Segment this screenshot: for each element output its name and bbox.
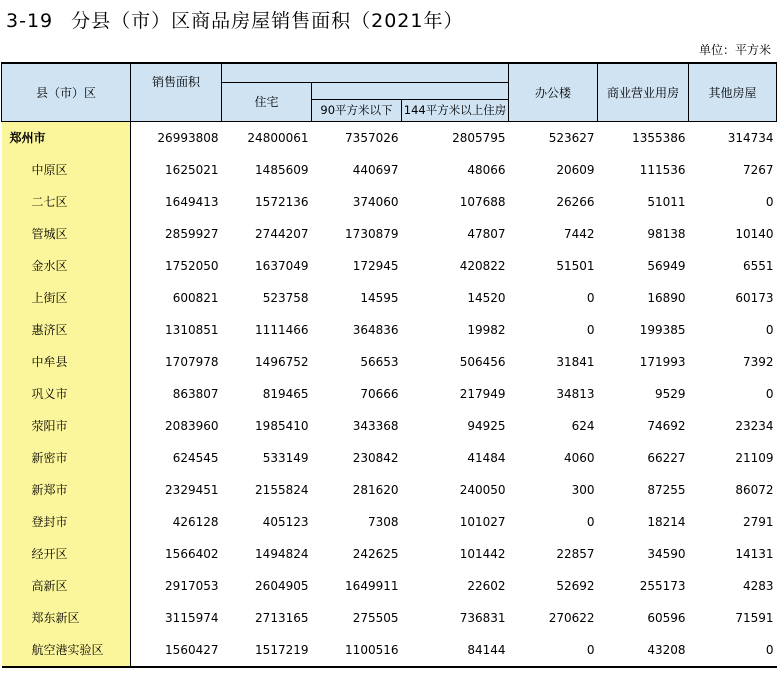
table-cell: 21109 bbox=[735, 450, 774, 465]
header-residential-spacer bbox=[312, 82, 509, 99]
table-cell: 7357026 bbox=[345, 130, 399, 145]
table-cell: 426128 bbox=[172, 514, 219, 529]
table-cell: 1985410 bbox=[255, 418, 309, 433]
region-name: 新郑市 bbox=[2, 474, 131, 506]
table-cell: 736831 bbox=[459, 610, 506, 625]
header-total-spacer bbox=[131, 99, 222, 121]
table-cell: 0 bbox=[586, 290, 595, 305]
region-name: 管城区 bbox=[2, 218, 131, 250]
table-cell: 60173 bbox=[735, 290, 774, 305]
table-cell: 111536 bbox=[639, 162, 686, 177]
table-cell: 281620 bbox=[352, 482, 399, 497]
table-cell: 343368 bbox=[352, 418, 399, 433]
table-row bbox=[2, 634, 777, 667]
table-number: 3-19 bbox=[6, 10, 54, 32]
region-name: 巩义市 bbox=[2, 378, 131, 410]
table-row bbox=[2, 442, 777, 474]
table-cell: 98138 bbox=[647, 226, 686, 241]
header-commercial: 商业营业用房 bbox=[598, 63, 689, 121]
table-cell: 2805795 bbox=[452, 130, 506, 145]
table-cell: 7267 bbox=[742, 162, 774, 177]
table-cell: 0 bbox=[765, 322, 774, 337]
table-cell: 255173 bbox=[639, 578, 686, 593]
table-cell: 0 bbox=[586, 514, 595, 529]
table-cell: 18214 bbox=[647, 514, 686, 529]
table-cell: 374060 bbox=[352, 194, 399, 209]
table-cell: 440697 bbox=[352, 162, 399, 177]
table-cell: 270622 bbox=[548, 610, 595, 625]
table-cell: 1637049 bbox=[255, 258, 309, 273]
table-cell: 1566402 bbox=[165, 546, 219, 561]
table-cell: 14595 bbox=[360, 290, 399, 305]
table-cell: 71591 bbox=[735, 610, 774, 625]
table-cell: 31841 bbox=[556, 354, 595, 369]
table-cell: 2155824 bbox=[255, 482, 309, 497]
header-over-144: 144平方米以上住房 bbox=[402, 99, 509, 121]
table-cell: 172945 bbox=[352, 258, 399, 273]
table-cell: 0 bbox=[509, 634, 598, 667]
table-cell: 94925 bbox=[467, 418, 506, 433]
table-cell: 2604905 bbox=[255, 578, 309, 593]
table-cell: 60596 bbox=[647, 610, 686, 625]
table-cell: 420822 bbox=[459, 258, 506, 273]
table-cell: 506456 bbox=[459, 354, 506, 369]
table-row bbox=[2, 506, 777, 538]
table-cell: 6551 bbox=[742, 258, 774, 273]
table-cell: 3115974 bbox=[165, 610, 219, 625]
table-cell: 819465 bbox=[262, 386, 309, 401]
table-row bbox=[2, 378, 777, 410]
table-row bbox=[2, 218, 777, 250]
table-cell: 624545 bbox=[172, 450, 219, 465]
table-cell: 2791 bbox=[742, 514, 774, 529]
sales-area-table bbox=[1, 62, 777, 668]
header-other: 其他房屋 bbox=[689, 63, 777, 121]
table-cell: 199385 bbox=[639, 322, 686, 337]
table-cell: 0 bbox=[586, 322, 595, 337]
table-cell: 1707978 bbox=[165, 354, 219, 369]
table-cell: 0 bbox=[765, 386, 774, 401]
table-cell: 74692 bbox=[647, 418, 686, 433]
table-cell: 0 bbox=[765, 194, 774, 209]
region-name: 经开区 bbox=[2, 538, 131, 570]
region-name: 郑州市 bbox=[2, 121, 131, 154]
table-row bbox=[2, 602, 777, 634]
region-name: 二七区 bbox=[2, 186, 131, 218]
table-cell: 107688 bbox=[459, 194, 506, 209]
table-cell: 7442 bbox=[563, 226, 595, 241]
header-office: 办公楼 bbox=[509, 63, 598, 121]
table-cell: 1649911 bbox=[345, 578, 399, 593]
table-cell: 84144 bbox=[402, 634, 509, 667]
table-cell: 70666 bbox=[360, 386, 399, 401]
table-cell: 171993 bbox=[639, 354, 686, 369]
table-cell: 523758 bbox=[262, 290, 309, 305]
table-cell: 48066 bbox=[467, 162, 506, 177]
table-cell: 43208 bbox=[598, 634, 689, 667]
region-name: 高新区 bbox=[2, 570, 131, 602]
table-cell: 9529 bbox=[654, 386, 686, 401]
table-cell: 217949 bbox=[459, 386, 506, 401]
table-cell: 624 bbox=[571, 418, 595, 433]
table-cell: 51011 bbox=[647, 194, 686, 209]
table-cell: 2859927 bbox=[165, 226, 219, 241]
table-cell: 56949 bbox=[647, 258, 686, 273]
region-name: 金水区 bbox=[2, 250, 131, 282]
region-name: 中牟县 bbox=[2, 346, 131, 378]
table-cell: 2083960 bbox=[165, 418, 219, 433]
table-cell: 2744207 bbox=[255, 226, 309, 241]
table-cell: 22602 bbox=[467, 578, 506, 593]
table-cell: 1355386 bbox=[632, 130, 686, 145]
table-cell: 47807 bbox=[467, 226, 506, 241]
table-cell: 1560427 bbox=[131, 634, 222, 667]
table-row bbox=[2, 186, 777, 218]
table-cell: 14520 bbox=[467, 290, 506, 305]
table-cell: 22857 bbox=[556, 546, 595, 561]
region-name: 郑东新区 bbox=[2, 602, 131, 634]
table-row bbox=[2, 282, 777, 314]
table-cell: 1572136 bbox=[255, 194, 309, 209]
table-row bbox=[2, 538, 777, 570]
table-cell: 34590 bbox=[647, 546, 686, 561]
table-cell: 101027 bbox=[459, 514, 506, 529]
table-cell: 87255 bbox=[647, 482, 686, 497]
table-cell: 1111466 bbox=[255, 322, 309, 337]
table-cell: 2329451 bbox=[165, 482, 219, 497]
table-cell: 1625021 bbox=[165, 162, 219, 177]
table-cell: 863807 bbox=[172, 386, 219, 401]
table-cell: 1752050 bbox=[165, 258, 219, 273]
table-row bbox=[2, 154, 777, 186]
table-cell: 1649413 bbox=[165, 194, 219, 209]
table-cell: 523627 bbox=[548, 130, 595, 145]
table-cell: 56653 bbox=[360, 354, 399, 369]
table-cell: 1517219 bbox=[222, 634, 312, 667]
header-total: 销售面积 bbox=[131, 63, 222, 99]
table-cell: 86072 bbox=[735, 482, 774, 497]
region-name: 航空港实验区 bbox=[2, 634, 131, 667]
table-title-text: 分县（市）区商品房屋销售面积（2021年） bbox=[71, 10, 464, 32]
table-cell: 1310851 bbox=[165, 322, 219, 337]
table-cell: 533149 bbox=[262, 450, 309, 465]
table-cell: 242625 bbox=[352, 546, 399, 561]
table-row bbox=[2, 314, 777, 346]
table-cell: 405123 bbox=[262, 514, 309, 529]
table-cell: 230842 bbox=[352, 450, 399, 465]
table-row bbox=[2, 121, 777, 154]
header-residential-group-top bbox=[222, 63, 509, 82]
region-name: 登封市 bbox=[2, 506, 131, 538]
table-cell: 7308 bbox=[367, 514, 399, 529]
header-region: 县（市）区 bbox=[2, 63, 131, 121]
table-cell: 26266 bbox=[556, 194, 595, 209]
table-cell: 0 bbox=[689, 634, 777, 667]
region-name: 中原区 bbox=[2, 154, 131, 186]
table-cell: 600821 bbox=[172, 290, 219, 305]
header-under-90: 90平方米以下 bbox=[312, 99, 402, 121]
table-row bbox=[2, 570, 777, 602]
table-cell: 364836 bbox=[352, 322, 399, 337]
table-cell: 14131 bbox=[735, 546, 774, 561]
table-cell: 1730879 bbox=[345, 226, 399, 241]
table-row bbox=[2, 474, 777, 506]
table-row bbox=[2, 410, 777, 442]
region-name: 荥阳市 bbox=[2, 410, 131, 442]
table-title bbox=[6, 6, 463, 33]
table-cell: 2713165 bbox=[255, 610, 309, 625]
region-name: 上街区 bbox=[2, 282, 131, 314]
region-name: 惠济区 bbox=[2, 314, 131, 346]
unit-label: 单位：平方米 bbox=[698, 43, 771, 57]
table-cell: 4060 bbox=[563, 450, 595, 465]
table-cell: 240050 bbox=[459, 482, 506, 497]
table-cell: 51501 bbox=[556, 258, 595, 273]
table-cell: 1485609 bbox=[255, 162, 309, 177]
table-row bbox=[2, 346, 777, 378]
table-cell: 34813 bbox=[556, 386, 595, 401]
table-cell: 7392 bbox=[742, 354, 774, 369]
table-cell: 1494824 bbox=[255, 546, 309, 561]
table-cell: 41484 bbox=[467, 450, 506, 465]
table-row bbox=[2, 250, 777, 282]
table-cell: 314734 bbox=[727, 130, 774, 145]
table-cell: 10140 bbox=[735, 226, 774, 241]
region-name: 新密市 bbox=[2, 442, 131, 474]
table-cell: 26993808 bbox=[157, 130, 219, 145]
table-cell: 1496752 bbox=[255, 354, 309, 369]
table-cell: 2917053 bbox=[165, 578, 219, 593]
table-cell: 66227 bbox=[647, 450, 686, 465]
table-cell: 300 bbox=[571, 482, 595, 497]
table-cell: 52692 bbox=[556, 578, 595, 593]
table-cell: 23234 bbox=[735, 418, 774, 433]
table-cell: 101442 bbox=[459, 546, 506, 561]
table-cell: 24800061 bbox=[247, 130, 309, 145]
table-cell: 275505 bbox=[352, 610, 399, 625]
header-residential: 住宅 bbox=[222, 82, 312, 121]
table-cell: 1100516 bbox=[312, 634, 402, 667]
table-cell: 20609 bbox=[556, 162, 595, 177]
table-cell: 4283 bbox=[742, 578, 774, 593]
table-cell: 16890 bbox=[647, 290, 686, 305]
table-cell: 19982 bbox=[467, 322, 506, 337]
